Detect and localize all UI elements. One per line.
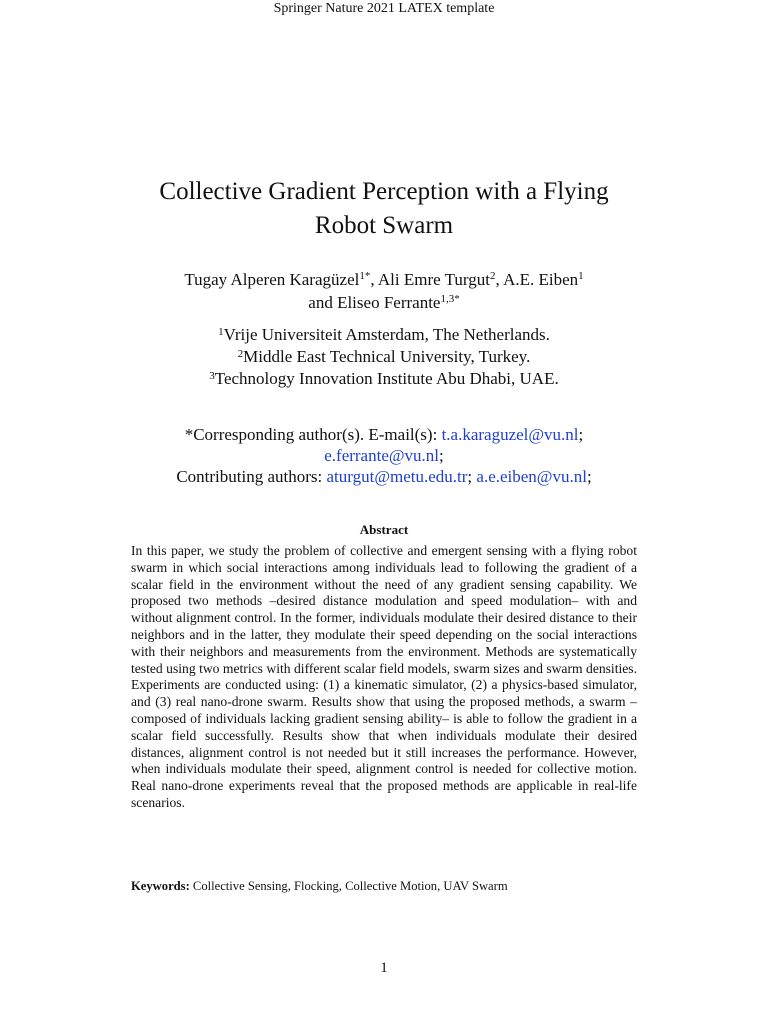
author-list bbox=[84, 268, 684, 314]
author-affil-sup: 1,3* bbox=[440, 293, 460, 305]
author-name: A.E. Eiben bbox=[503, 270, 579, 289]
keywords-label: Keywords: bbox=[131, 879, 190, 893]
affiliation-sup: 2 bbox=[237, 348, 244, 360]
author-name: Tugay Alperen Karagüzel bbox=[184, 270, 360, 289]
correspondence-line-1 bbox=[84, 424, 684, 445]
email-link[interactable]: e.ferrante@vu.nl bbox=[324, 446, 440, 465]
title-line-2: Robot Swarm bbox=[314, 212, 454, 239]
correspondence-block bbox=[84, 424, 684, 487]
affiliation-item bbox=[84, 346, 684, 368]
author-name: Ali Emre Turgut bbox=[377, 270, 490, 289]
affiliation-sup: 1 bbox=[218, 326, 224, 338]
running-head: Springer Nature 2021 LATEX template bbox=[273, 1, 495, 16]
affiliation-item bbox=[84, 324, 684, 346]
corresponding-label: *Corresponding author(s). E-mail(s): bbox=[184, 425, 438, 444]
separator: ; bbox=[586, 467, 592, 486]
affiliation-text: Vrije Universiteit Amsterdam, The Netherlands. bbox=[223, 325, 550, 344]
contributing-label: Contributing authors: bbox=[176, 467, 323, 486]
author-affil-sup: 1* bbox=[359, 270, 371, 282]
author-line-1: Tugay Alperen Karagüzel$^{1*}$, Ali Emre Turgut$^2$, A.E. Eiben$^1$ bbox=[184, 270, 584, 289]
separator: ; bbox=[439, 446, 444, 465]
affiliation-sup: 3 bbox=[209, 370, 215, 382]
email-link[interactable]: a.e.eiben@vu.nl bbox=[476, 467, 587, 486]
separator: ; bbox=[467, 467, 473, 486]
author-affil-sup: 1 bbox=[578, 270, 584, 282]
separator: ; bbox=[578, 425, 584, 444]
author-affil-sup: 2 bbox=[490, 270, 496, 282]
email-link[interactable]: aturgut@metu.edu.tr bbox=[326, 467, 468, 486]
author-line-2 bbox=[84, 291, 684, 314]
paper-title bbox=[84, 175, 684, 243]
author-name: Eliseo Ferrante bbox=[337, 293, 441, 312]
page-number: 1 bbox=[380, 960, 388, 976]
email-link[interactable]: t.a.karaguzel@vu.nl bbox=[441, 425, 579, 444]
correspondence-line-3 bbox=[84, 466, 684, 487]
keywords-text: Collective Sensing, Flocking, Collective Motion, UAV Swarm bbox=[192, 879, 508, 893]
affiliation-text: Middle East Technical University, Turkey. bbox=[243, 347, 531, 366]
author-and: and bbox=[308, 293, 333, 312]
affiliation-text: Technology Innovation Institute Abu Dhabi, UAE. bbox=[214, 369, 559, 388]
affiliation-item bbox=[84, 368, 684, 390]
abstract-heading: Abstract bbox=[359, 522, 409, 537]
title-line-1: Collective Gradient Perception with a Flying bbox=[159, 178, 609, 205]
affiliation-list bbox=[84, 324, 684, 390]
abstract-text: In this paper, we study the problem of collective and emergent sensing with a flying robot swarm in which social interactions among individuals lead to following the gradient of a scalar field in the environment without the need of any gradient sensing capability. We proposed two methods –desired distance modulation and speed modulation– with and without alignment control. In the former, individuals modulate their desired distance to their neighbors and in the latter, they modulate their speed depending on the social interactions with their neighbors and measurements from the environment. Methods are systematically tested using two metrics with different scalar field models, swarm sizes and swarm densities. Experiments are conducted using: (1) a kinematic simulator, (2) a physics-based simulator, and (3) real nano-drone swarm. Results show that using the proposed methods, a swarm –composed of individuals lacking gradient sensing ability– is able to follow the gradient in a scalar field successfully. Results show that when individuals modulate their desired distances, alignment control is not needed but it still increases the performance. However, when individuals modulate their speed, alignment control is needed for collective motion. Real nano-drone experiments reveal that the proposed methods are applicable in real-life scenarios. bbox=[131, 543, 637, 810]
correspondence-line-2 bbox=[84, 445, 684, 466]
keywords bbox=[131, 878, 637, 894]
